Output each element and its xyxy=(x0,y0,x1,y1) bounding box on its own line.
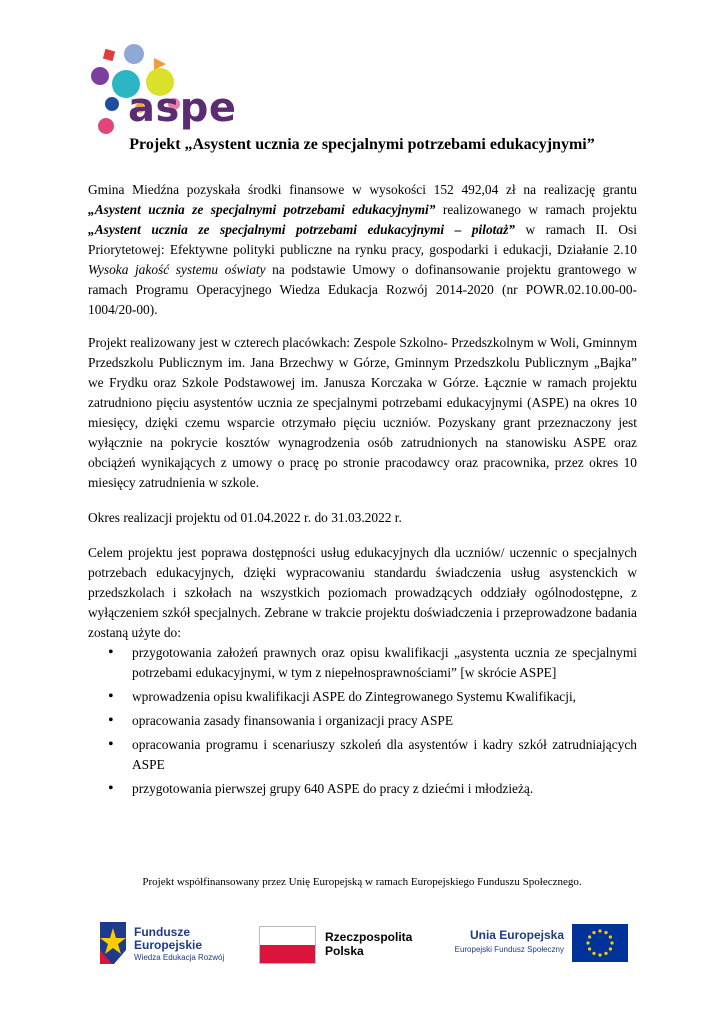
footer-logos xyxy=(0,920,724,970)
eu-flag-icon xyxy=(572,924,628,962)
paragraph-funding: Gmina Miedźna pozyskała środki finansowe w wysokości 152 492,04 zł na realizację grantu „Asystent ucznia ze specjalnymi potrzebami edukacyjnymi” realizowanego w ramach projektu „Asystent ucznia ze specjalnymi potrzebami edukacyjnymi – pilotaż” w ramach II. Osi Priorytetowej: Efektywne polityki publiczne na rynku pracy, gospodarki i edukacji, Działanie 2.10 Wysoka jakość systemu oświaty na podstawie Umowy o dofinansowanie projektu grantowego w ramach Programu Operacyjnego Wiedza Edukacja Rozwój 2014-2020 (nr POWR.02.10.00-00-1004/20-00). xyxy=(88,182,638,317)
fundusze-europejskie-logo: Fundusze Europejskie Wiedza Edukacja Rozwój xyxy=(98,920,238,968)
unia-europejska-logo: Unia Europejska Europejski Fundusz Społeczny xyxy=(444,922,628,966)
paragraph-period: Okres realizacji projektu od 01.04.2022 r. do 31.03.2022 r. xyxy=(88,510,402,525)
polish-flag-icon xyxy=(259,926,316,964)
list-item: • opracowania zasady finansowania i organizacji pracy ASPE xyxy=(88,711,637,731)
list-item: • przygotowania założeń prawnych oraz opisu kwalifikacji „asystenta ucznia ze specjalnymi potrzebami edukacyjnymi, w tym z niepełnosprawnościami” [w skrócie ASPE] xyxy=(88,643,637,683)
paragraph-locations: Projekt realizowany jest w czterech placówkach: Zespole Szkolno- Przedszkolnym w Woli, Gminnym Przedszkolu Publicznym im. Jana Brzechwy w Górze, Gminnym Przedszkolu Publicznym „Bajka” we Frydku oraz Szkole Podstawowej im. Janusza Korczaka w Górze. Łącznie w ramach projektu zatrudniono pięciu asystentów ucznia ze specjalnymi potrzebami edukacyjnymi (ASPE) na okres 10 miesięcy, dzięki czemu wsparcie otrzymało pięciu uczniów. Pozyskany grant przeznaczony jest wyłącznie na pokrycie kosztów wynagrodzenia osób zatrudnionych na stanowisku ASPE oraz obciążeń wynikających z umowy o pracę po stronie pracodawcy oraz pracownika, przez okres 10 miesięcy zatrudnienia w szkole. xyxy=(88,335,637,490)
rzeczpospolita-polska-logo: Rzeczpospolita Polska xyxy=(259,926,429,966)
paragraph-goal: Celem projektu jest poprawa dostępności usług edukacyjnych dla uczniów/ uczennic o specjalnych potrzebach edukacyjnych, dzięki wypracowaniu standardu świadczenia usług asystenckich w przedszkolach i szkołach na wszystkich poziomach prowadzących oddziały ogólnodostępne, z wyłączeniem szkół specjalnych. Zebrane w trakcie projektu doświadczenia i przeprowadzone badania zostaną użyte do: xyxy=(88,545,637,640)
aspe-logo xyxy=(86,42,246,138)
grant-name: „Asystent ucznia ze specjalnymi potrzebami edukacyjnymi” xyxy=(88,202,436,217)
fundusze-europejskie-star-icon xyxy=(98,920,128,966)
list-item: • wprowadzenia opisu kwalifikacji ASPE do Zintegrowanego Systemu Kwalifikacji, xyxy=(88,687,637,707)
action-name: Wysoka jakość systemu oświaty xyxy=(88,262,266,277)
list-item: • przygotowania pierwszej grupy 640 ASPE do pracy z dziećmi i młodzieżą. xyxy=(88,779,637,799)
footer-cofinancing-note: Projekt współfinansowany przez Unię Europejską w ramach Europejskiego Funduszu Społecznego. xyxy=(142,876,582,888)
aspe-logo-text: aspe xyxy=(128,85,237,131)
page-title: Projekt „Asystent ucznia ze specjalnymi potrzebami edukacyjnymi” xyxy=(129,136,595,153)
goal-list xyxy=(88,643,637,803)
project-name: „Asystent ucznia ze specjalnymi potrzebami edukacyjnymi – pilotaż” xyxy=(88,222,515,237)
list-item: • opracowania programu i scenariuszy szkoleń dla asystentów i kadry szkół zatrudniających ASPE xyxy=(88,735,637,775)
